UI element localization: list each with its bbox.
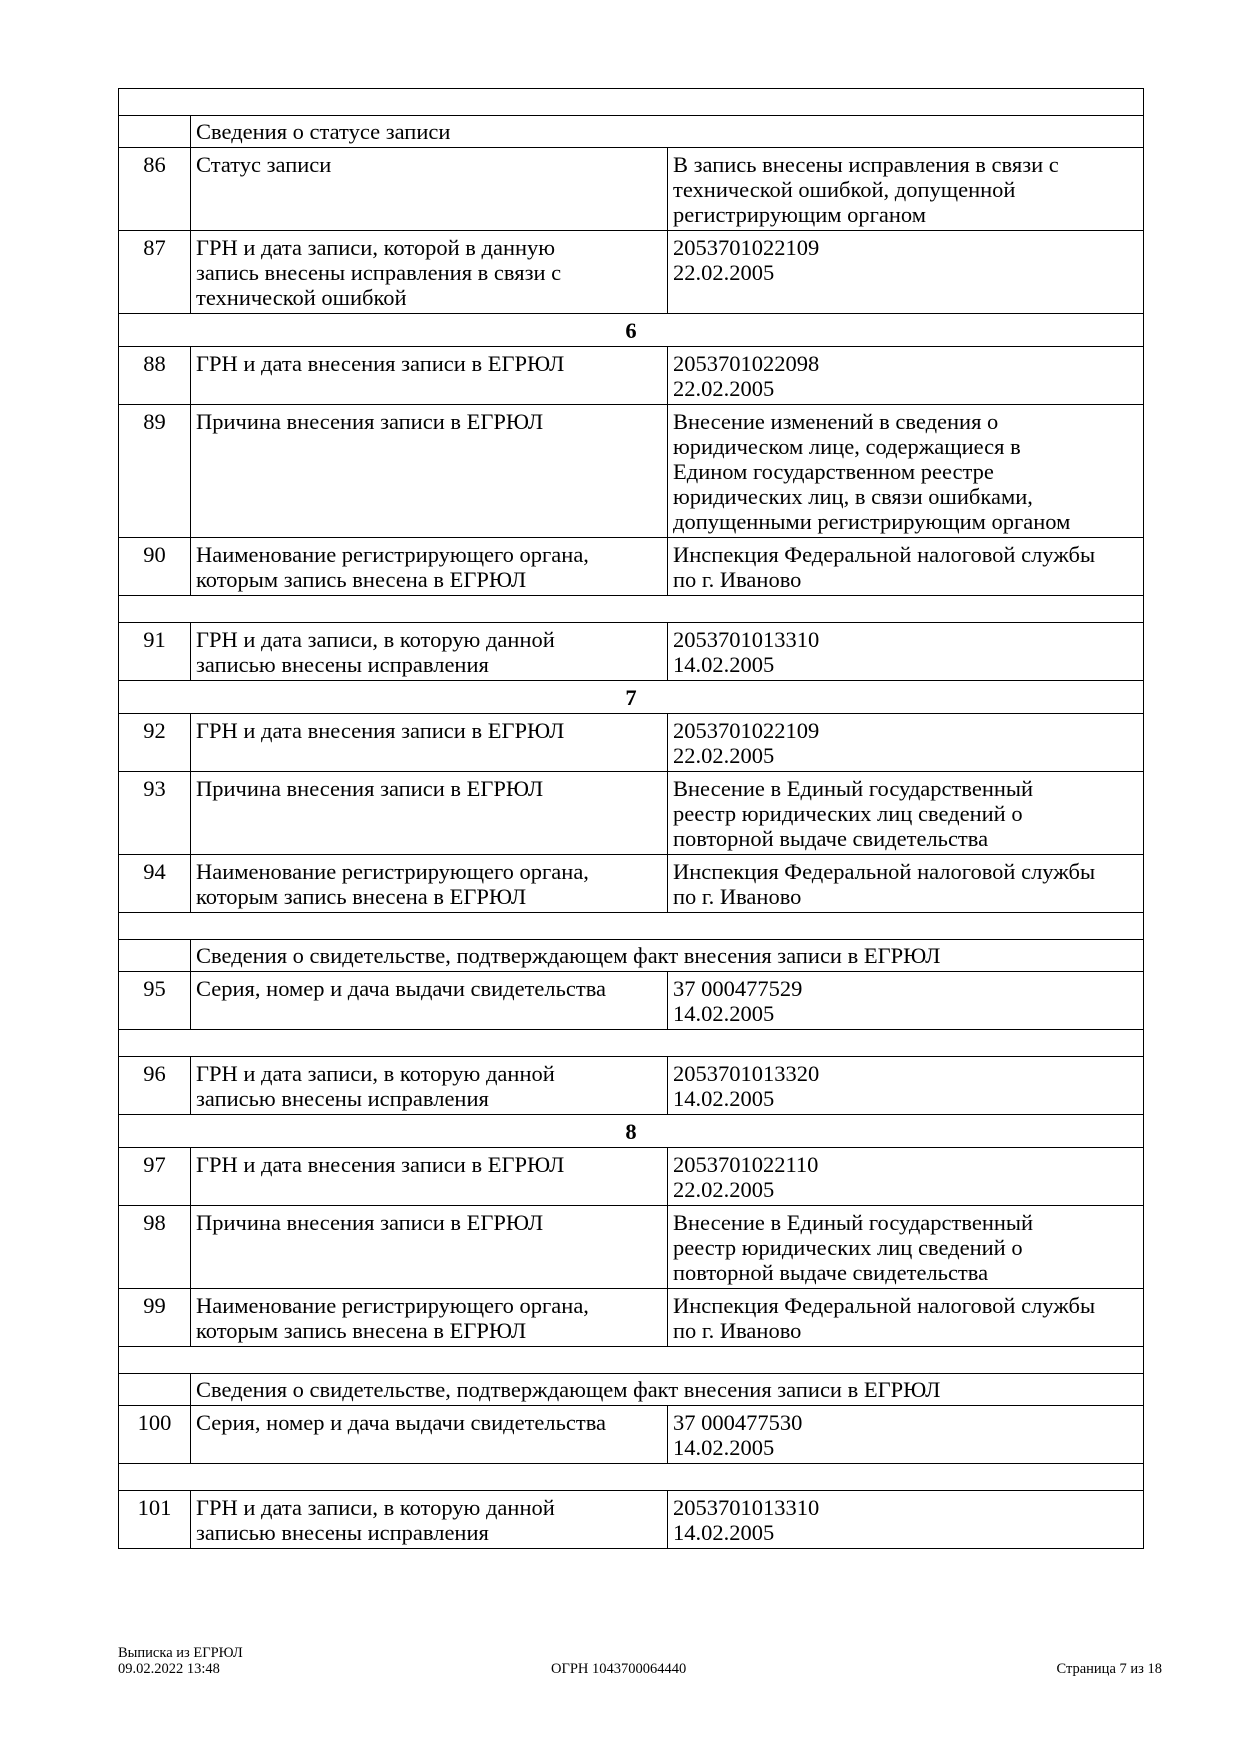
empty-cell xyxy=(119,913,1144,940)
table-row xyxy=(119,1206,1144,1289)
empty-row xyxy=(119,1464,1144,1491)
row-number: 88 xyxy=(119,347,191,405)
row-number: 96 xyxy=(119,1057,191,1115)
table-row xyxy=(119,148,1144,231)
section-header-row xyxy=(119,1374,1144,1406)
footer-ogrn: ОГРН 1043700064440 xyxy=(551,1661,687,1677)
field-label: Статус записи xyxy=(191,148,668,231)
field-value: Инспекция Федеральной налоговой службы по г. Иваново xyxy=(668,1289,1144,1347)
section-blank-cell xyxy=(119,1374,191,1406)
row-number: 87 xyxy=(119,231,191,314)
empty-cell xyxy=(119,1030,1144,1057)
empty-row xyxy=(119,1030,1144,1057)
empty-row xyxy=(119,913,1144,940)
row-number: 97 xyxy=(119,1148,191,1206)
field-label: ГРН и дата внесения записи в ЕГРЮЛ xyxy=(191,1148,668,1206)
table-row xyxy=(119,1406,1144,1464)
table-row xyxy=(119,347,1144,405)
field-label: Серия, номер и дача выдачи свидетельства xyxy=(191,972,668,1030)
empty-row xyxy=(119,596,1144,623)
field-label: Наименование регистрирующего органа, которым запись внесена в ЕГРЮЛ xyxy=(191,855,668,913)
group-number: 7 xyxy=(119,681,1144,714)
table-row xyxy=(119,1491,1144,1549)
table-row xyxy=(119,538,1144,596)
field-value: Внесение в Единый государственный реестр юридических лиц сведений о повторной выдаче свидетельства xyxy=(668,772,1144,855)
field-value: 2053701022098 22.02.2005 xyxy=(668,347,1144,405)
empty-cell xyxy=(119,89,1144,116)
empty-row xyxy=(119,89,1144,116)
table-row xyxy=(119,1289,1144,1347)
row-number: 95 xyxy=(119,972,191,1030)
group-number: 6 xyxy=(119,314,1144,347)
field-label: Причина внесения записи в ЕГРЮЛ xyxy=(191,405,668,538)
field-label: ГРН и дата внесения записи в ЕГРЮЛ xyxy=(191,714,668,772)
empty-cell xyxy=(119,1347,1144,1374)
row-number: 99 xyxy=(119,1289,191,1347)
field-label: ГРН и дата записи, которой в данную запись внесены исправления в связи с технической ошибкой xyxy=(191,231,668,314)
row-number: 101 xyxy=(119,1491,191,1549)
field-value: 37 000477530 14.02.2005 xyxy=(668,1406,1144,1464)
table-row xyxy=(119,405,1144,538)
field-label: ГРН и дата записи, в которую данной записью внесены исправления xyxy=(191,1491,668,1549)
field-label: ГРН и дата записи, в которую данной записью внесены исправления xyxy=(191,1057,668,1115)
section-header-row xyxy=(119,116,1144,148)
group-number-row xyxy=(119,1115,1144,1148)
field-label: ГРН и дата записи, в которую данной записью внесены исправления xyxy=(191,623,668,681)
section-header: Сведения о свидетельстве, подтверждающем факт внесения записи в ЕГРЮЛ xyxy=(191,940,1144,972)
footer-doc-title: Выписка из ЕГРЮЛ xyxy=(118,1645,243,1661)
field-label: Причина внесения записи в ЕГРЮЛ xyxy=(191,772,668,855)
field-label: ГРН и дата внесения записи в ЕГРЮЛ xyxy=(191,347,668,405)
field-value: В запись внесены исправления в связи с технической ошибкой, допущенной регистрирующим органом xyxy=(668,148,1144,231)
empty-cell xyxy=(119,1464,1144,1491)
field-label: Наименование регистрирующего органа, которым запись внесена в ЕГРЮЛ xyxy=(191,1289,668,1347)
field-value: 2053701022109 22.02.2005 xyxy=(668,714,1144,772)
table-row xyxy=(119,1057,1144,1115)
row-number: 100 xyxy=(119,1406,191,1464)
footer-left xyxy=(118,1645,243,1677)
footer-page-number: Страница 7 из 18 xyxy=(1056,1661,1162,1677)
table-row xyxy=(119,772,1144,855)
row-number: 98 xyxy=(119,1206,191,1289)
field-value: Инспекция Федеральной налоговой службы по г. Иваново xyxy=(668,855,1144,913)
field-value: Внесение в Единый государственный реестр юридических лиц сведений о повторной выдаче свидетельства xyxy=(668,1206,1144,1289)
footer-datetime: 09.02.2022 13:48 xyxy=(118,1661,220,1677)
row-number: 94 xyxy=(119,855,191,913)
table-row xyxy=(119,623,1144,681)
group-number: 8 xyxy=(119,1115,1144,1148)
row-number: 92 xyxy=(119,714,191,772)
table-row xyxy=(119,231,1144,314)
table-row xyxy=(119,855,1144,913)
field-value: 2053701022109 22.02.2005 xyxy=(668,231,1144,314)
row-number: 93 xyxy=(119,772,191,855)
row-number: 91 xyxy=(119,623,191,681)
group-number-row xyxy=(119,314,1144,347)
field-label: Причина внесения записи в ЕГРЮЛ xyxy=(191,1206,668,1289)
field-value: 2053701013310 14.02.2005 xyxy=(668,623,1144,681)
table-row xyxy=(119,1148,1144,1206)
field-value: Внесение изменений в сведения о юридическом лице, содержащиеся в Едином государственном реестре юридических лиц, в связи ошибками, допущенными регистрирующим органом xyxy=(668,405,1144,538)
empty-row xyxy=(119,1347,1144,1374)
section-header-row xyxy=(119,940,1144,972)
row-number: 86 xyxy=(119,148,191,231)
section-blank-cell xyxy=(119,116,191,148)
field-label: Наименование регистрирующего органа, которым запись внесена в ЕГРЮЛ xyxy=(191,538,668,596)
table-body xyxy=(119,89,1144,1549)
empty-cell xyxy=(119,596,1144,623)
row-number: 89 xyxy=(119,405,191,538)
field-value: 2053701013310 14.02.2005 xyxy=(668,1491,1144,1549)
egrul-extract-table xyxy=(118,88,1144,1549)
table-row xyxy=(119,972,1144,1030)
group-number-row xyxy=(119,681,1144,714)
field-value: Инспекция Федеральной налоговой службы по г. Иваново xyxy=(668,538,1144,596)
section-blank-cell xyxy=(119,940,191,972)
field-value: 2053701022110 22.02.2005 xyxy=(668,1148,1144,1206)
section-header: Сведения о свидетельстве, подтверждающем факт внесения записи в ЕГРЮЛ xyxy=(191,1374,1144,1406)
table-row xyxy=(119,714,1144,772)
field-value: 2053701013320 14.02.2005 xyxy=(668,1057,1144,1115)
field-label: Серия, номер и дача выдачи свидетельства xyxy=(191,1406,668,1464)
field-value: 37 000477529 14.02.2005 xyxy=(668,972,1144,1030)
row-number: 90 xyxy=(119,538,191,596)
section-header: Сведения о статусе записи xyxy=(191,116,1144,148)
